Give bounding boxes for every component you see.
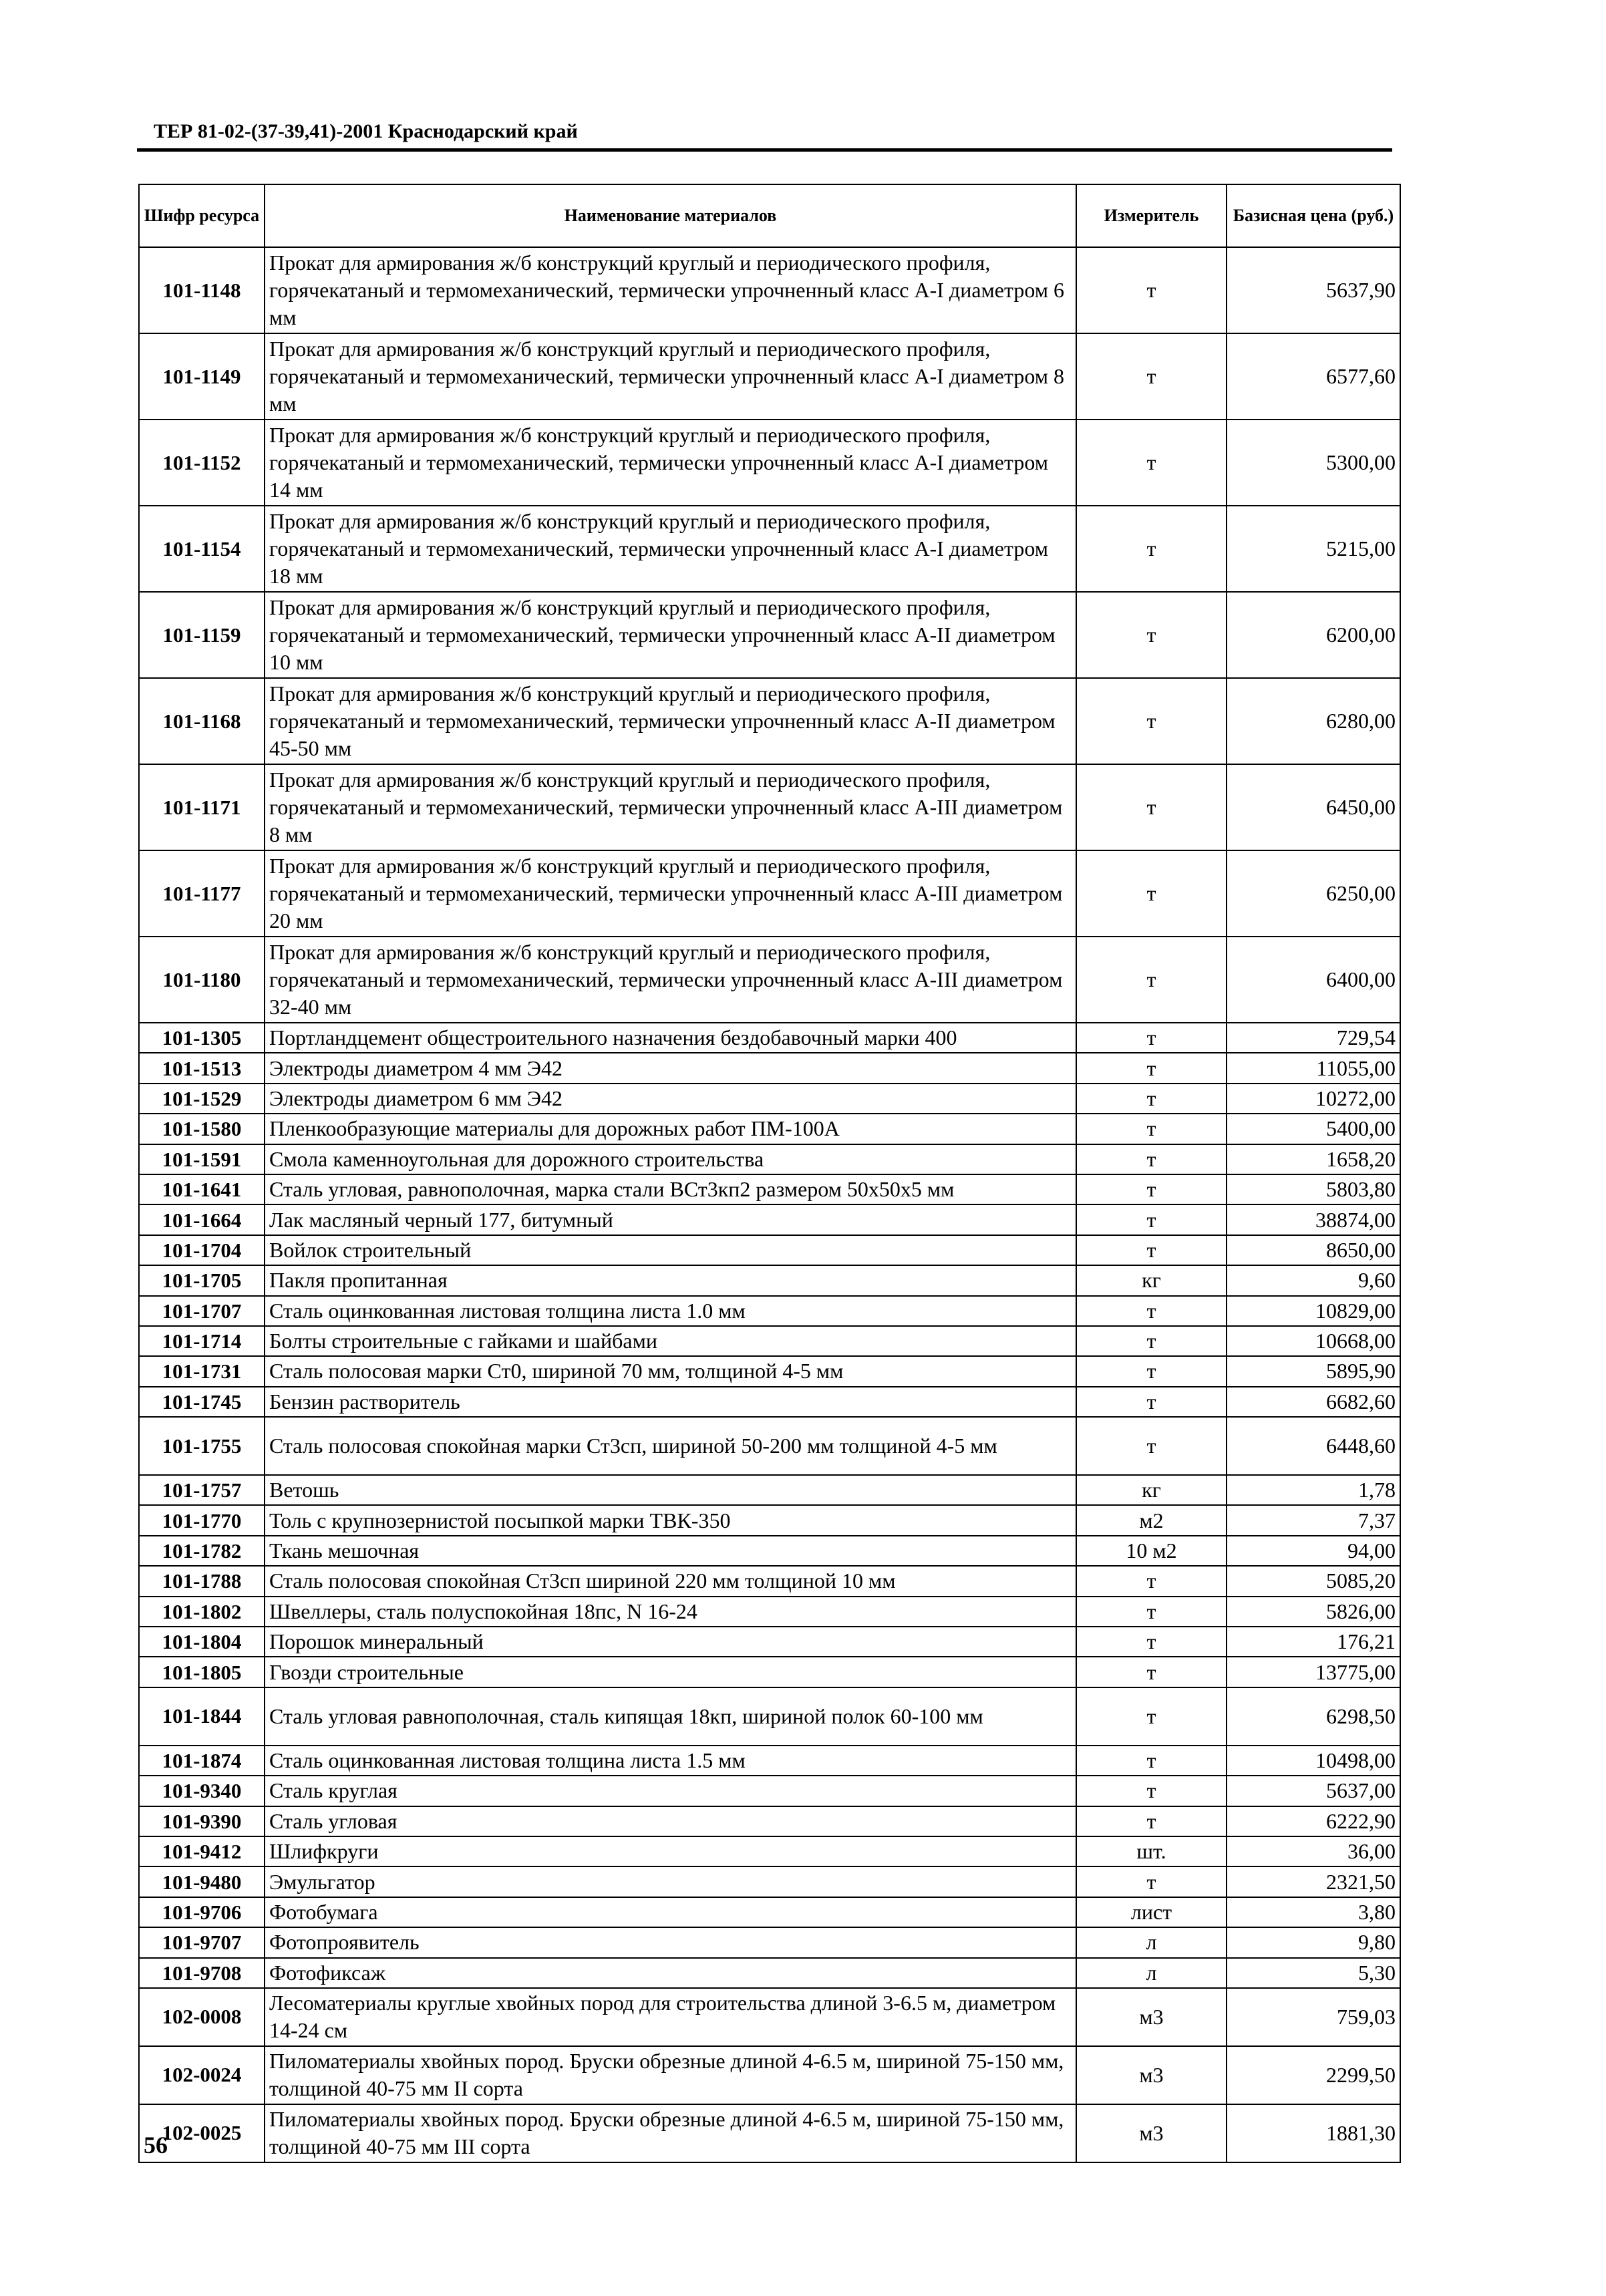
unit-cell: т: [1076, 333, 1227, 420]
table-row: [139, 1326, 1400, 1356]
unit-cell: т: [1076, 1023, 1227, 1053]
table-row: [139, 1144, 1400, 1174]
price-cell: 5803,80: [1227, 1174, 1400, 1204]
material-name-cell: Электроды диаметром 4 мм Э42: [265, 1053, 1076, 1083]
material-name-cell: Электроды диаметром 6 мм Э42: [265, 1084, 1076, 1114]
resource-code-cell: 102-0024: [139, 2046, 265, 2104]
table-row: [139, 1657, 1400, 1687]
resource-code-cell: 101-9707: [139, 1927, 265, 1957]
price-cell: 6448,60: [1227, 1417, 1400, 1475]
resource-code-cell: 101-1707: [139, 1296, 265, 1326]
table-row: [139, 1265, 1400, 1295]
price-cell: 11055,00: [1227, 1053, 1400, 1083]
price-cell: 5400,00: [1227, 1114, 1400, 1144]
price-cell: 5637,00: [1227, 1776, 1400, 1806]
unit-cell: т: [1076, 592, 1227, 678]
price-cell: 6250,00: [1227, 850, 1400, 937]
table-row: [139, 1475, 1400, 1505]
material-name-cell: Прокат для армирования ж/б конструкций круглый и периодического профиля, горячекатаный и термомеханический, термически упрочненный класс А-I диаметром 18 мм: [265, 506, 1076, 592]
price-cell: 729,54: [1227, 1023, 1400, 1053]
resource-code-cell: 101-1788: [139, 1566, 265, 1596]
price-cell: 5,30: [1227, 1958, 1400, 1988]
unit-cell: т: [1076, 1657, 1227, 1687]
resource-code-cell: 101-1580: [139, 1114, 265, 1144]
unit-cell: кг: [1076, 1475, 1227, 1505]
price-cell: 5085,20: [1227, 1566, 1400, 1596]
column-header-price: Базисная цена (руб.): [1227, 184, 1400, 247]
unit-cell: т: [1076, 1806, 1227, 1836]
unit-cell: т: [1076, 1144, 1227, 1174]
resource-code-cell: 101-1159: [139, 592, 265, 678]
resource-code-cell: 101-9706: [139, 1897, 265, 1927]
resource-code-cell: 101-9412: [139, 1836, 265, 1866]
table-row: [139, 1536, 1400, 1566]
price-cell: 38874,00: [1227, 1204, 1400, 1235]
unit-cell: т: [1076, 1687, 1227, 1746]
table-row: [139, 1356, 1400, 1386]
material-name-cell: Пленкообразующие материалы для дорожных работ ПМ-100А: [265, 1114, 1076, 1144]
unit-cell: т: [1076, 678, 1227, 764]
price-cell: 3,80: [1227, 1897, 1400, 1927]
table-row: [139, 1204, 1400, 1235]
material-name-cell: Войлок строительный: [265, 1235, 1076, 1265]
resource-code-cell: 101-1171: [139, 764, 265, 850]
unit-cell: т: [1076, 1084, 1227, 1114]
material-name-cell: Фотофиксаж: [265, 1958, 1076, 1988]
price-cell: 94,00: [1227, 1536, 1400, 1566]
resource-code-cell: 101-1641: [139, 1174, 265, 1204]
table-row: [139, 1746, 1400, 1776]
material-name-cell: Прокат для армирования ж/б конструкций круглый и периодического профиля, горячекатаный и термомеханический, термически упрочненный класс А-I диаметром 6 мм: [265, 247, 1076, 333]
resource-code-cell: 101-1874: [139, 1746, 265, 1776]
price-cell: 5215,00: [1227, 506, 1400, 592]
table-row: [139, 1566, 1400, 1596]
table-row: [139, 1897, 1400, 1927]
column-header-unit: Измеритель: [1076, 184, 1227, 247]
unit-cell: м3: [1076, 2046, 1227, 2104]
unit-cell: т: [1076, 1746, 1227, 1776]
unit-cell: шт.: [1076, 1836, 1227, 1866]
material-name-cell: Лесоматериалы круглые хвойных пород для строительства длиной 3-6.5 м, диаметром 14-24 см: [265, 1988, 1076, 2046]
material-name-cell: Прокат для армирования ж/б конструкций круглый и периодического профиля, горячекатаный и термомеханический, термически упрочненный класс А-II диаметром 10 мм: [265, 592, 1076, 678]
table-header-row: [139, 184, 1400, 247]
table-row: [139, 1806, 1400, 1836]
table-row: [139, 1023, 1400, 1053]
resource-code-cell: 101-1844: [139, 1687, 265, 1746]
table-row: [139, 1387, 1400, 1417]
table-row: [139, 1084, 1400, 1114]
material-name-cell: Пиломатериалы хвойных пород. Бруски обрезные длиной 4-6.5 м, шириной 75-150 мм, толщиной 40-75 мм II сорта: [265, 2046, 1076, 2104]
material-name-cell: Прокат для армирования ж/б конструкций круглый и периодического профиля, горячекатаный и термомеханический, термически упрочненный класс А-III диаметром 32-40 мм: [265, 937, 1076, 1023]
unit-cell: т: [1076, 1053, 1227, 1083]
resource-code-cell: 101-1705: [139, 1265, 265, 1295]
material-name-cell: Порошок минеральный: [265, 1627, 1076, 1657]
price-cell: 6222,90: [1227, 1806, 1400, 1836]
unit-cell: т: [1076, 1326, 1227, 1356]
table-row: [139, 333, 1400, 420]
price-cell: 5300,00: [1227, 420, 1400, 506]
unit-cell: т: [1076, 1387, 1227, 1417]
table-row: [139, 1627, 1400, 1657]
table-row: [139, 2104, 1400, 2162]
unit-cell: т: [1076, 1296, 1227, 1326]
unit-cell: т: [1076, 420, 1227, 506]
unit-cell: м2: [1076, 1505, 1227, 1535]
unit-cell: т: [1076, 1356, 1227, 1386]
price-cell: 10498,00: [1227, 1746, 1400, 1776]
material-name-cell: Бензин растворитель: [265, 1387, 1076, 1417]
table-row: [139, 2046, 1400, 2104]
price-cell: 1881,30: [1227, 2104, 1400, 2162]
price-cell: 10829,00: [1227, 1296, 1400, 1326]
price-cell: 1658,20: [1227, 1144, 1400, 1174]
table-row: [139, 678, 1400, 764]
resource-code-cell: 101-1591: [139, 1144, 265, 1174]
table-row: [139, 592, 1400, 678]
price-cell: 7,37: [1227, 1505, 1400, 1535]
material-name-cell: Прокат для армирования ж/б конструкций круглый и периодического профиля, горячекатаный и термомеханический, термически упрочненный класс А-III диаметром 20 мм: [265, 850, 1076, 937]
table-row: [139, 1114, 1400, 1144]
unit-cell: л: [1076, 1958, 1227, 1988]
material-name-cell: Сталь угловая равнополочная, сталь кипящая 18кп, шириной полок 60-100 мм: [265, 1687, 1076, 1746]
resource-code-cell: 102-0008: [139, 1988, 265, 2046]
resource-code-cell: 101-1154: [139, 506, 265, 592]
material-name-cell: Сталь оцинкованная листовая толщина листа 1.0 мм: [265, 1296, 1076, 1326]
table-row: [139, 1988, 1400, 2046]
document-header: ТЕР 81-02-(37-39,41)-2001 Краснодарский край: [154, 120, 578, 142]
material-name-cell: Прокат для армирования ж/б конструкций круглый и периодического профиля, горячекатаный и термомеханический, термически упрочненный класс А-I диаметром 14 мм: [265, 420, 1076, 506]
resource-code-cell: 101-1757: [139, 1475, 265, 1505]
table-row: [139, 247, 1400, 333]
material-name-cell: Лак масляный черный 177, битумный: [265, 1204, 1076, 1235]
price-cell: 176,21: [1227, 1627, 1400, 1657]
price-cell: 6280,00: [1227, 678, 1400, 764]
resource-code-cell: 101-1770: [139, 1505, 265, 1535]
material-name-cell: Толь с крупнозернистой посыпкой марки ТВК-350: [265, 1505, 1076, 1535]
table-row: [139, 1235, 1400, 1265]
table-row: [139, 1866, 1400, 1897]
unit-cell: т: [1076, 764, 1227, 850]
unit-cell: т: [1076, 1566, 1227, 1596]
resource-code-cell: 101-9708: [139, 1958, 265, 1988]
table-row: [139, 1296, 1400, 1326]
unit-cell: т: [1076, 1417, 1227, 1475]
resource-code-cell: 102-0025: [139, 2104, 265, 2162]
material-name-cell: Прокат для армирования ж/б конструкций круглый и периодического профиля, горячекатаный и термомеханический, термически упрочненный класс А-III диаметром 8 мм: [265, 764, 1076, 850]
table-row: [139, 506, 1400, 592]
table-row: [139, 1958, 1400, 1988]
table-row: [139, 1836, 1400, 1866]
resource-code-cell: 101-1805: [139, 1657, 265, 1687]
price-cell: 5637,90: [1227, 247, 1400, 333]
material-name-cell: Смола каменноугольная для дорожного строительства: [265, 1144, 1076, 1174]
price-cell: 6400,00: [1227, 937, 1400, 1023]
price-cell: 9,80: [1227, 1927, 1400, 1957]
unit-cell: т: [1076, 1204, 1227, 1235]
table-body: [139, 247, 1400, 2162]
resource-code-cell: 101-1529: [139, 1084, 265, 1114]
price-cell: 10272,00: [1227, 1084, 1400, 1114]
material-name-cell: Ткань мешочная: [265, 1536, 1076, 1566]
table-row: [139, 1776, 1400, 1806]
unit-cell: лист: [1076, 1897, 1227, 1927]
unit-cell: т: [1076, 506, 1227, 592]
price-cell: 5895,90: [1227, 1356, 1400, 1386]
resource-code-cell: 101-1714: [139, 1326, 265, 1356]
price-cell: 1,78: [1227, 1475, 1400, 1505]
resource-code-cell: 101-9480: [139, 1866, 265, 1897]
header-rule: [137, 148, 1392, 152]
unit-cell: т: [1076, 850, 1227, 937]
price-cell: 9,60: [1227, 1265, 1400, 1295]
material-name-cell: Эмульгатор: [265, 1866, 1076, 1897]
unit-cell: т: [1076, 247, 1227, 333]
resource-code-cell: 101-1755: [139, 1417, 265, 1475]
resource-code-cell: 101-1168: [139, 678, 265, 764]
material-name-cell: Гвозди строительные: [265, 1657, 1076, 1687]
table-row: [139, 1687, 1400, 1746]
material-name-cell: Пакля пропитанная: [265, 1265, 1076, 1295]
resource-code-cell: 101-1513: [139, 1053, 265, 1083]
resource-code-cell: 101-9390: [139, 1806, 265, 1836]
material-name-cell: Ветошь: [265, 1475, 1076, 1505]
table-row: [139, 937, 1400, 1023]
unit-cell: т: [1076, 1627, 1227, 1657]
resource-code-cell: 101-1804: [139, 1627, 265, 1657]
material-name-cell: Сталь оцинкованная листовая толщина листа 1.5 мм: [265, 1746, 1076, 1776]
unit-cell: т: [1076, 1776, 1227, 1806]
table-row: [139, 1505, 1400, 1535]
price-cell: 36,00: [1227, 1836, 1400, 1866]
resource-code-cell: 101-1704: [139, 1235, 265, 1265]
price-cell: 6200,00: [1227, 592, 1400, 678]
table-row: [139, 1174, 1400, 1204]
price-cell: 10668,00: [1227, 1326, 1400, 1356]
price-cell: 2321,50: [1227, 1866, 1400, 1897]
material-name-cell: Сталь полосовая спокойная Ст3сп шириной 220 мм толщиной 10 мм: [265, 1566, 1076, 1596]
price-cell: 8650,00: [1227, 1235, 1400, 1265]
resource-code-cell: 101-1782: [139, 1536, 265, 1566]
material-name-cell: Сталь полосовая марки Ст0, шириной 70 мм, толщиной 4-5 мм: [265, 1356, 1076, 1386]
table-row: [139, 420, 1400, 506]
material-name-cell: Фотобумага: [265, 1897, 1076, 1927]
material-name-cell: Швеллеры, сталь полуспокойная 18пс, N 16-24: [265, 1597, 1076, 1627]
resource-code-cell: 101-1731: [139, 1356, 265, 1386]
price-cell: 6577,60: [1227, 333, 1400, 420]
table-row: [139, 1053, 1400, 1083]
price-cell: 6450,00: [1227, 764, 1400, 850]
material-name-cell: Портландцемент общестроительного назначения бездобавочный марки 400: [265, 1023, 1076, 1053]
materials-table: [138, 184, 1401, 2163]
price-cell: 6298,50: [1227, 1687, 1400, 1746]
material-name-cell: Фотопроявитель: [265, 1927, 1076, 1957]
resource-code-cell: 101-1802: [139, 1597, 265, 1627]
resource-code-cell: 101-1149: [139, 333, 265, 420]
material-name-cell: Прокат для армирования ж/б конструкций круглый и периодического профиля, горячекатаный и термомеханический, термически упрочненный класс А-II диаметром 45-50 мм: [265, 678, 1076, 764]
resource-code-cell: 101-1305: [139, 1023, 265, 1053]
material-name-cell: Прокат для армирования ж/б конструкций круглый и периодического профиля, горячекатаный и термомеханический, термически упрочненный класс А-I диаметром 8 мм: [265, 333, 1076, 420]
price-cell: 6682,60: [1227, 1387, 1400, 1417]
unit-cell: т: [1076, 1114, 1227, 1144]
column-header-name: Наименование материалов: [265, 184, 1076, 247]
unit-cell: м3: [1076, 2104, 1227, 2162]
resource-code-cell: 101-1745: [139, 1387, 265, 1417]
table-row: [139, 1417, 1400, 1475]
table-row: [139, 1927, 1400, 1957]
unit-cell: т: [1076, 1597, 1227, 1627]
unit-cell: т: [1076, 1235, 1227, 1265]
unit-cell: 10 м2: [1076, 1536, 1227, 1566]
material-name-cell: Сталь угловая: [265, 1806, 1076, 1836]
price-cell: 13775,00: [1227, 1657, 1400, 1687]
material-name-cell: Сталь угловая, равнополочная, марка стали ВСт3кп2 размером 50х50х5 мм: [265, 1174, 1076, 1204]
unit-cell: т: [1076, 1174, 1227, 1204]
page-number: 56: [144, 2132, 168, 2158]
price-cell: 5826,00: [1227, 1597, 1400, 1627]
resource-code-cell: 101-9340: [139, 1776, 265, 1806]
table-row: [139, 764, 1400, 850]
table-row: [139, 1597, 1400, 1627]
unit-cell: м3: [1076, 1988, 1227, 2046]
unit-cell: л: [1076, 1927, 1227, 1957]
resource-code-cell: 101-1177: [139, 850, 265, 937]
unit-cell: кг: [1076, 1265, 1227, 1295]
material-name-cell: Пиломатериалы хвойных пород. Бруски обрезные длиной 4-6.5 м, шириной 75-150 мм, толщиной 40-75 мм III сорта: [265, 2104, 1076, 2162]
unit-cell: т: [1076, 937, 1227, 1023]
material-name-cell: Шлифкруги: [265, 1836, 1076, 1866]
resource-code-cell: 101-1148: [139, 247, 265, 333]
material-name-cell: Болты строительные с гайками и шайбами: [265, 1326, 1076, 1356]
material-name-cell: Сталь круглая: [265, 1776, 1076, 1806]
material-name-cell: Сталь полосовая спокойная марки Ст3сп, шириной 50-200 мм толщиной 4-5 мм: [265, 1417, 1076, 1475]
resource-code-cell: 101-1152: [139, 420, 265, 506]
resource-code-cell: 101-1180: [139, 937, 265, 1023]
resource-code-cell: 101-1664: [139, 1204, 265, 1235]
column-header-code: Шифр ресурса: [139, 184, 265, 247]
price-cell: 2299,50: [1227, 2046, 1400, 2104]
table-row: [139, 850, 1400, 937]
price-cell: 759,03: [1227, 1988, 1400, 2046]
unit-cell: т: [1076, 1866, 1227, 1897]
